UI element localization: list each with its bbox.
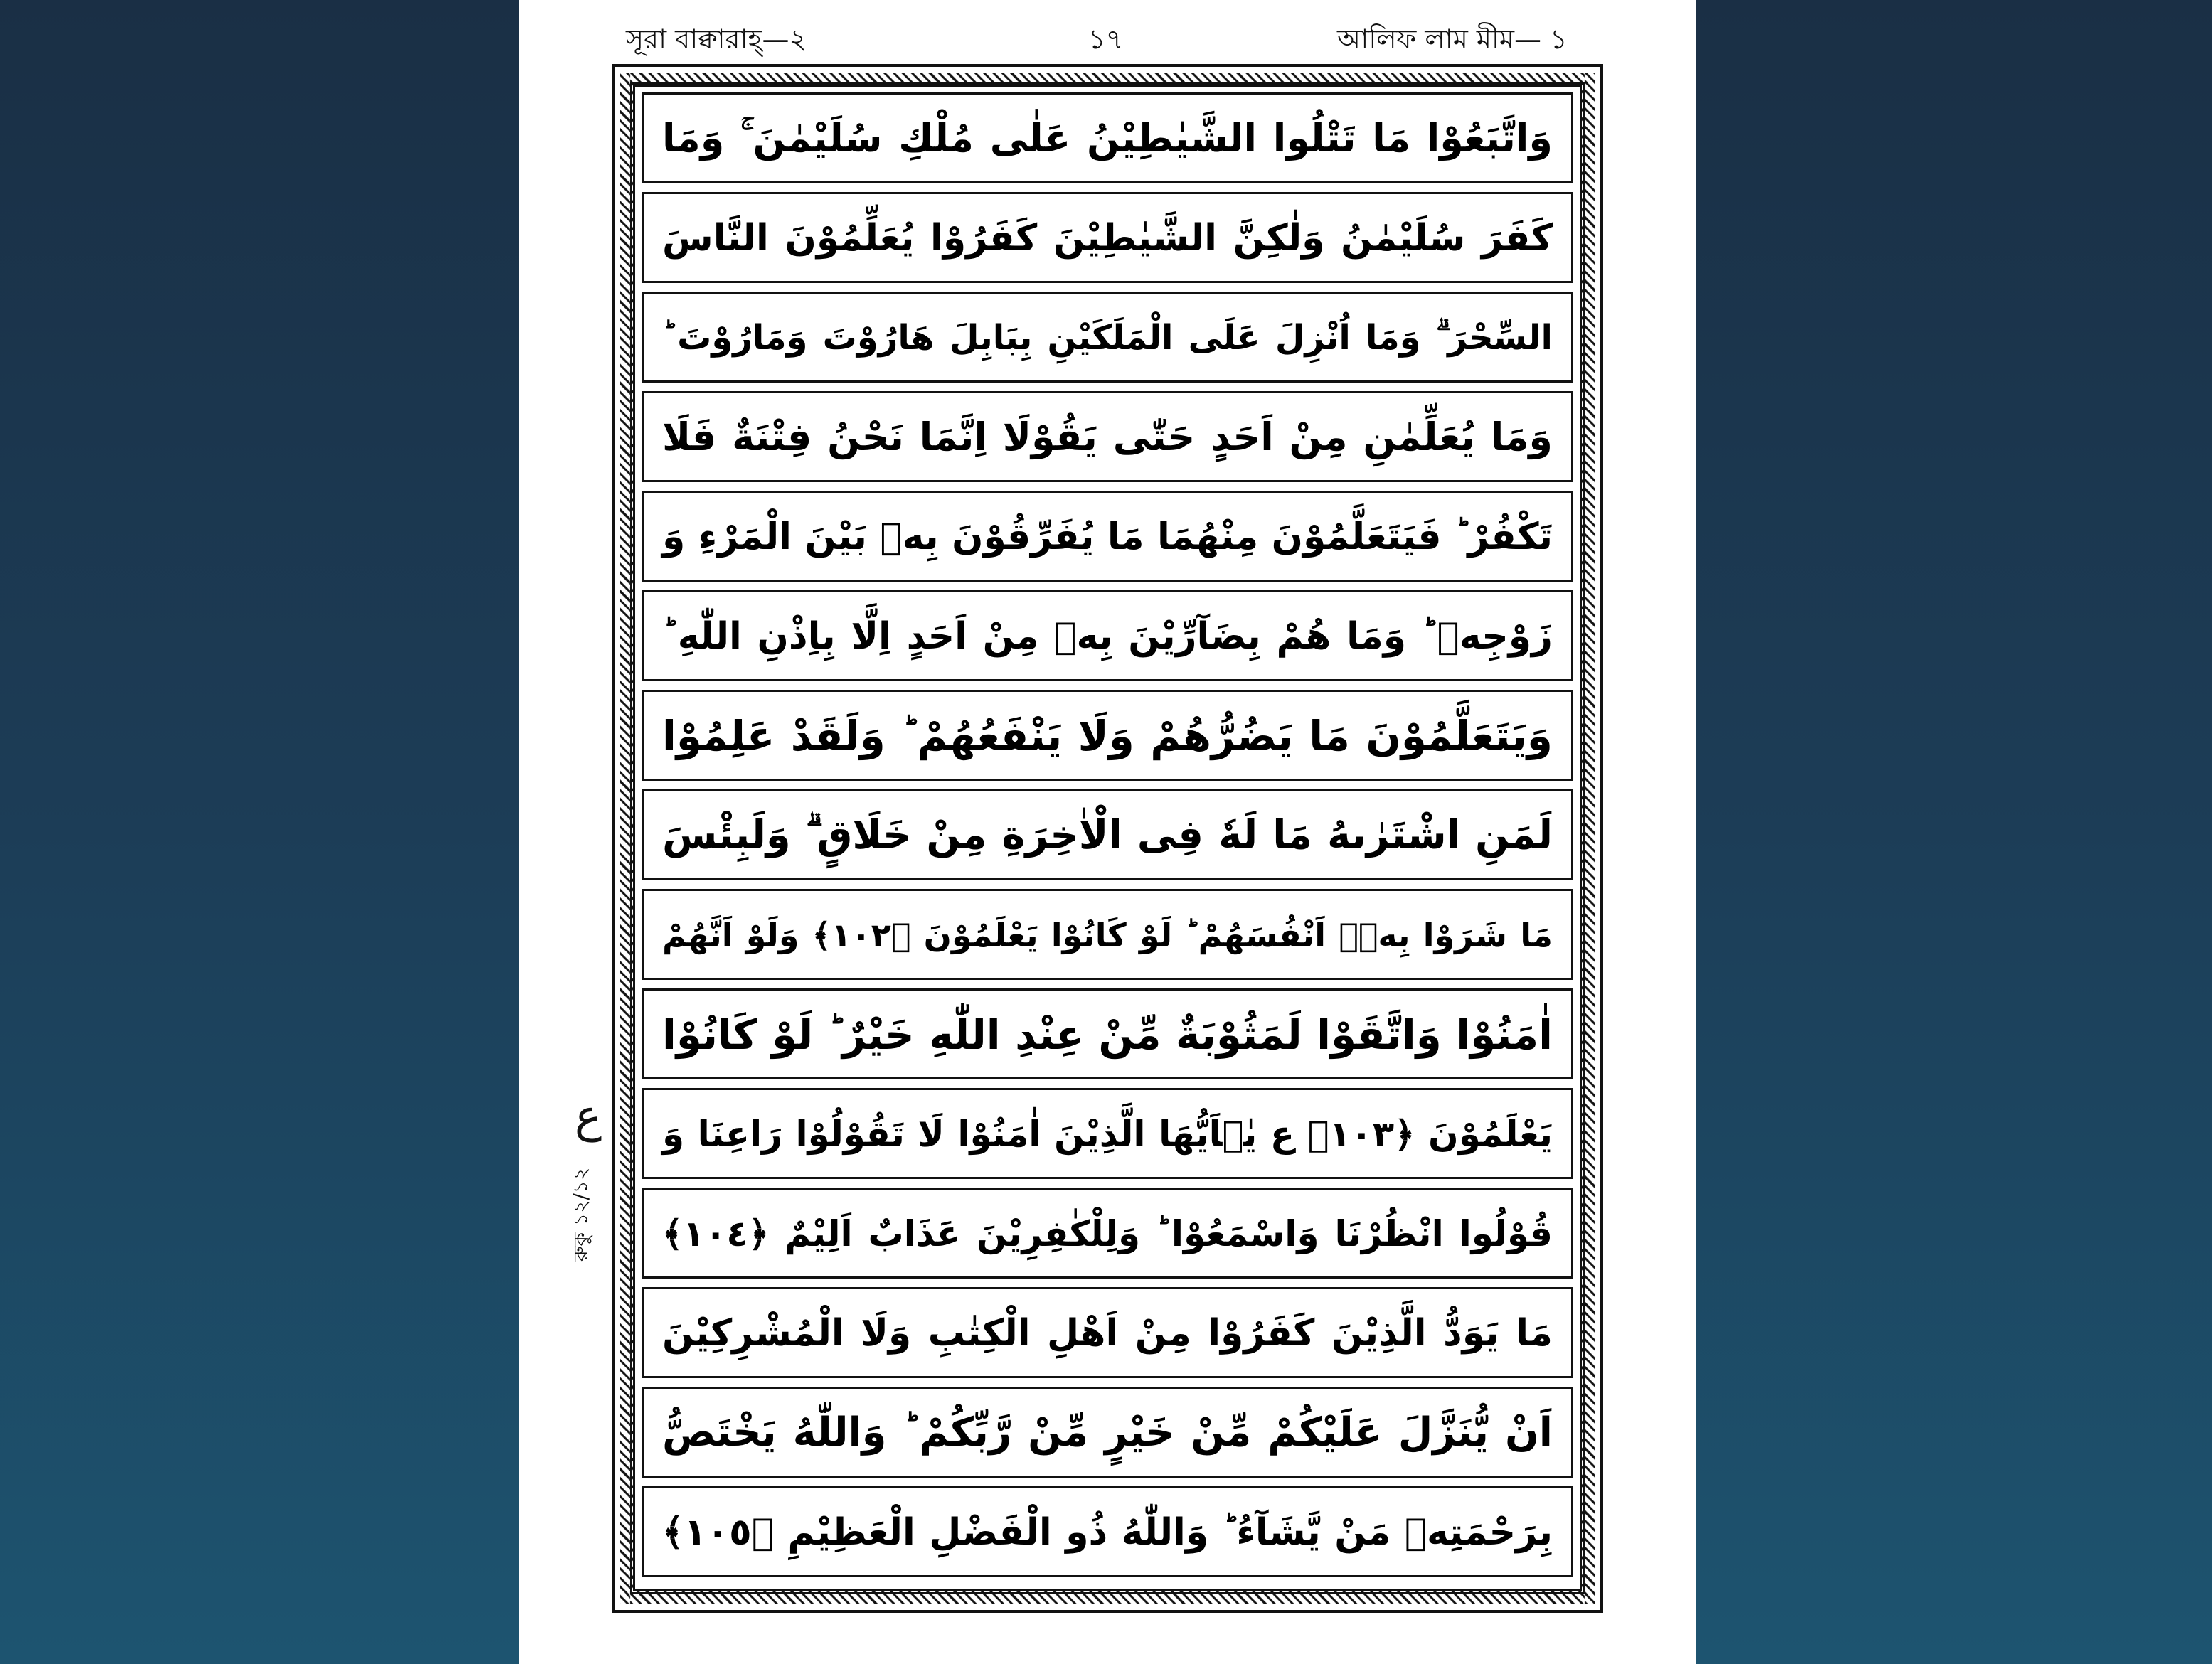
quran-page [519,0,1696,1664]
page-number: ১৭ [1088,23,1124,55]
juz-title: আলিফ লাম মীম— ১ [1337,23,1568,55]
verse-line-14: اَنْ يُّنَزَّلَ عَلَيْكُمْ مِّنْ خَيْرٍ مِّنْ رَّبِّكُمْ ؕ وَاللّٰهُ يَخْتَصُّ [642,1387,1573,1478]
verse-line-13: مَا يَوَدُّ الَّذِيْنَ كَفَرُوْا مِنْ اَهْلِ الْكِتٰبِ وَلَا الْمُشْرِكِيْنَ [642,1287,1573,1378]
verse-line-1: وَاتَّبَعُوْا مَا تَتْلُوا الشَّيٰطِيْنُ عَلٰى مُلْكِ سُلَيْمٰنَ ۚ وَمَا [642,92,1573,183]
verse-line-6: زَوْجِهٖ ؕ وَمَا هُمْ بِضَآرِّيْنَ بِهٖ مِنْ اَحَدٍ اِلَّا بِاِذْنِ اللّٰهِ ؕ [642,590,1573,681]
ruku-count: রুকু ১২/১২ [569,1167,592,1262]
verse-line-11: يَعْلَمُوْنَ ﴿١٠٣﴾ ع يٰۤاَيُّهَا الَّذِيْنَ اٰمَنُوْا لَا تَقُوْلُوْا رَاعِنَا وَ [642,1088,1573,1179]
verse-line-9: مَا شَرَوْا بِهٖۤ اَنْفُسَهُمْ ؕ لَوْ كَانُوْا يَعْلَمُوْنَ ﴿١٠٢﴾ وَلَوْ اَنَّهُمْ [642,889,1573,980]
ruku-symbol: ع [574,1090,602,1143]
verse-line-7: وَيَتَعَلَّمُوْنَ مَا يَضُرُّهُمْ وَلَا يَنْفَعُهُمْ ؕ وَلَقَدْ عَلِمُوْا [642,690,1573,781]
verse-line-12: قُوْلُوا انْظُرْنَا وَاسْمَعُوْا ؕ وَلِلْكٰفِرِيْنَ عَذَابٌ اَلِيْمٌ ﴿١٠٤﴾ [642,1188,1573,1279]
verse-line-3: السِّحْرَ ۗ وَمَا اُنْزِلَ عَلَى الْمَلَكَيْنِ بِبَابِلَ هَارُوْتَ وَمَارُوْتَ ؕ [642,292,1573,383]
verse-line-15: بِرَحْمَتِهٖ مَنْ يَّشَآءُ ؕ وَاللّٰهُ ذُو الْفَضْلِ الْعَظِيْمِ ﴿١٠٥﴾ [642,1486,1573,1577]
verse-lines [642,92,1573,1586]
verse-line-10: اٰمَنُوْا وَاتَّقَوْا لَمَثُوْبَةٌ مِّنْ عِنْدِ اللّٰهِ خَيْرٌ ؕ لَوْ كَانُوْا [642,988,1573,1079]
verse-line-2: كَفَرَ سُلَيْمٰنُ وَلٰكِنَّ الشَّيٰطِيْنَ كَفَرُوْا يُعَلِّمُوْنَ النَّاسَ [642,192,1573,283]
verse-line-8: لَمَنِ اشْتَرٰىهُ مَا لَهٗ فِى الْاٰخِرَةِ مِنْ خَلَاقٍ ۗ وَلَبِئْسَ [642,789,1573,880]
ruku-marker [563,1088,613,1280]
verse-line-4: وَمَا يُعَلِّمٰنِ مِنْ اَحَدٍ حَتّٰى يَقُوْلَا اِنَّمَا نَحْنُ فِتْنَةٌ فَلَا [642,391,1573,482]
surah-title: সূরা বাক্বারাহ্—২ [626,23,807,55]
verse-line-5: تَكْفُرْ ؕ فَيَتَعَلَّمُوْنَ مِنْهُمَا مَا يُفَرِّقُوْنَ بِهٖ بَيْنَ الْمَرْءِ وَ [642,491,1573,582]
